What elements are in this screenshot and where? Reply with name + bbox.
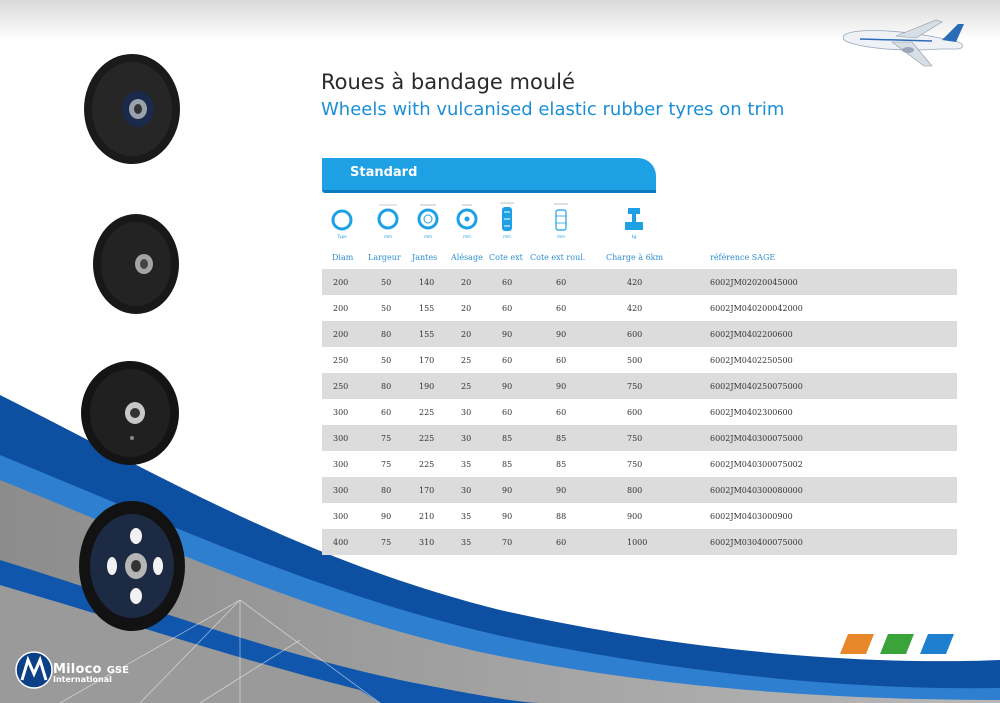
cell-jantes: 170 [419, 486, 435, 495]
company-logo-icon [14, 650, 54, 690]
cell-reference: 6002JM040250075000 [710, 382, 803, 391]
cell-largeur: 75 [381, 538, 392, 547]
cell-cote-ext-roul: 90 [556, 486, 567, 495]
cell-jantes: 225 [419, 460, 435, 469]
cell-cote-ext-roul: 60 [556, 278, 567, 287]
cell-alesage: 35 [461, 512, 472, 521]
cell-jantes: 210 [419, 512, 435, 521]
cell-largeur: 75 [381, 434, 392, 443]
airplane-icon [840, 12, 970, 72]
cell-diam: 300 [333, 460, 349, 469]
cell-diam: 300 [333, 408, 349, 417]
logo-sub-text: International [53, 675, 112, 684]
cell-jantes: 310 [419, 538, 435, 547]
wheel-image-2 [92, 213, 180, 315]
cell-jantes: 155 [419, 304, 435, 313]
cell-cote-ext: 60 [502, 304, 513, 313]
cell-charge: 420 [627, 304, 643, 313]
cell-alesage: 30 [461, 486, 472, 495]
cell-charge: 420 [627, 278, 643, 287]
cell-largeur: 50 [381, 356, 392, 365]
icon-caption: kg [631, 234, 637, 239]
wheel-image-4 [78, 500, 186, 632]
cell-jantes: 140 [419, 278, 435, 287]
cell-diam: 300 [333, 434, 349, 443]
table-row [322, 451, 957, 477]
cell-reference: 6002JM030400075000 [710, 538, 803, 547]
cell-reference: 6002JM040300075000 [710, 434, 803, 443]
cell-diam: 250 [333, 382, 349, 391]
cell-largeur: 75 [381, 460, 392, 469]
table-row [322, 347, 957, 373]
cell-largeur: 80 [381, 382, 392, 391]
cell-cote-ext: 85 [502, 460, 513, 469]
column-header-cote-ext: Cote ext [489, 253, 523, 262]
column-header-jantes: Jantes [412, 253, 438, 262]
table-row [322, 425, 957, 451]
column-header-reference: référence SAGE [710, 253, 776, 262]
cell-largeur: 60 [381, 408, 392, 417]
cell-jantes: 170 [419, 356, 435, 365]
cell-diam: 200 [333, 278, 349, 287]
cell-cote-ext: 60 [502, 356, 513, 365]
cell-alesage: 20 [461, 304, 472, 313]
cell-alesage: 35 [461, 460, 472, 469]
color-stripes [838, 632, 958, 656]
cell-cote-ext: 90 [502, 486, 513, 495]
page-title-fr: Roues à bandage moulé [321, 70, 575, 94]
column-header-charge: Charge à 6km [606, 253, 664, 262]
cell-charge: 600 [627, 330, 643, 339]
cell-alesage: 35 [461, 538, 472, 547]
cell-cote-ext-roul: 88 [556, 512, 567, 521]
table-row [322, 373, 957, 399]
table-row [322, 295, 957, 321]
table-row [322, 321, 957, 347]
wheel-image-3 [80, 360, 180, 466]
cell-charge: 900 [627, 512, 643, 521]
cell-charge: 800 [627, 486, 643, 495]
icon-caption: mm [424, 234, 432, 239]
cell-reference: 6002JM0402200600 [710, 330, 793, 339]
icon-caption: mm [384, 234, 392, 239]
cell-diam: 400 [333, 538, 349, 547]
cell-charge: 500 [627, 356, 643, 365]
cell-reference: 6002JM040300080000 [710, 486, 803, 495]
cell-cote-ext-roul: 90 [556, 382, 567, 391]
cell-cote-ext-roul: 85 [556, 460, 567, 469]
logo-main-text: Miloco [53, 662, 102, 677]
cell-cote-ext: 90 [502, 512, 513, 521]
cell-cote-ext: 60 [502, 408, 513, 417]
cell-alesage: 25 [461, 356, 472, 365]
cell-jantes: 225 [419, 408, 435, 417]
cell-cote-ext-roul: 60 [556, 356, 567, 365]
cell-charge: 750 [627, 460, 643, 469]
icon-caption: mm [503, 234, 511, 239]
column-header-largeur: Largeur [368, 253, 401, 262]
cell-reference: 6002JM0403000900 [710, 512, 793, 521]
cell-jantes: 155 [419, 330, 435, 339]
cell-cote-ext-roul: 60 [556, 304, 567, 313]
cell-alesage: 25 [461, 382, 472, 391]
cell-diam: 200 [333, 330, 349, 339]
cell-charge: 600 [627, 408, 643, 417]
cell-cote-ext-roul: 85 [556, 434, 567, 443]
cell-cote-ext-roul: 60 [556, 538, 567, 547]
cell-charge: 750 [627, 382, 643, 391]
cell-largeur: 80 [381, 330, 392, 339]
cell-largeur: 90 [381, 512, 392, 521]
table-row [322, 399, 957, 425]
cell-cote-ext: 60 [502, 278, 513, 287]
table-row [322, 503, 957, 529]
icon-caption: mm [557, 234, 565, 239]
section-tab-standard [322, 158, 656, 190]
cell-cote-ext: 90 [502, 382, 513, 391]
cell-jantes: 225 [419, 434, 435, 443]
table-row [322, 477, 957, 503]
cell-charge: 1000 [627, 538, 648, 547]
cell-cote-ext: 85 [502, 434, 513, 443]
cell-reference: 6002JM040300075002 [710, 460, 803, 469]
cell-cote-ext-roul: 60 [556, 408, 567, 417]
cell-jantes: 190 [419, 382, 435, 391]
cell-cote-ext: 70 [502, 538, 513, 547]
logo-gse-text: GSE [106, 665, 129, 676]
icon-caption: mm [463, 234, 471, 239]
cell-reference: 6002JM0402250500 [710, 356, 793, 365]
cell-alesage: 30 [461, 434, 472, 443]
cell-reference: 6002JM040200042000 [710, 304, 803, 313]
icon-caption: Type [337, 234, 347, 239]
wheel-image-1 [83, 53, 181, 165]
cell-diam: 200 [333, 304, 349, 313]
cell-diam: 300 [333, 486, 349, 495]
column-header-diam: Diam [332, 253, 354, 262]
page-title-en: Wheels with vulcanised elastic rubber tyres on trim [321, 99, 785, 120]
cell-diam: 300 [333, 512, 349, 521]
cell-largeur: 50 [381, 278, 392, 287]
table-row [322, 529, 957, 555]
cell-alesage: 20 [461, 278, 472, 287]
cell-largeur: 80 [381, 486, 392, 495]
column-header-alesage: Alésage [451, 253, 483, 262]
cell-cote-ext-roul: 90 [556, 330, 567, 339]
cell-reference: 6002JM0402300600 [710, 408, 793, 417]
column-header-cote-ext-roul: Cote ext roul. [530, 253, 586, 262]
cell-alesage: 20 [461, 330, 472, 339]
cell-alesage: 30 [461, 408, 472, 417]
table-row [322, 269, 957, 295]
cell-charge: 750 [627, 434, 643, 443]
section-tab-label: Standard [350, 165, 418, 180]
cell-diam: 250 [333, 356, 349, 365]
cell-reference: 6002JM02020045000 [710, 278, 798, 287]
cell-cote-ext: 90 [502, 330, 513, 339]
cell-largeur: 50 [381, 304, 392, 313]
